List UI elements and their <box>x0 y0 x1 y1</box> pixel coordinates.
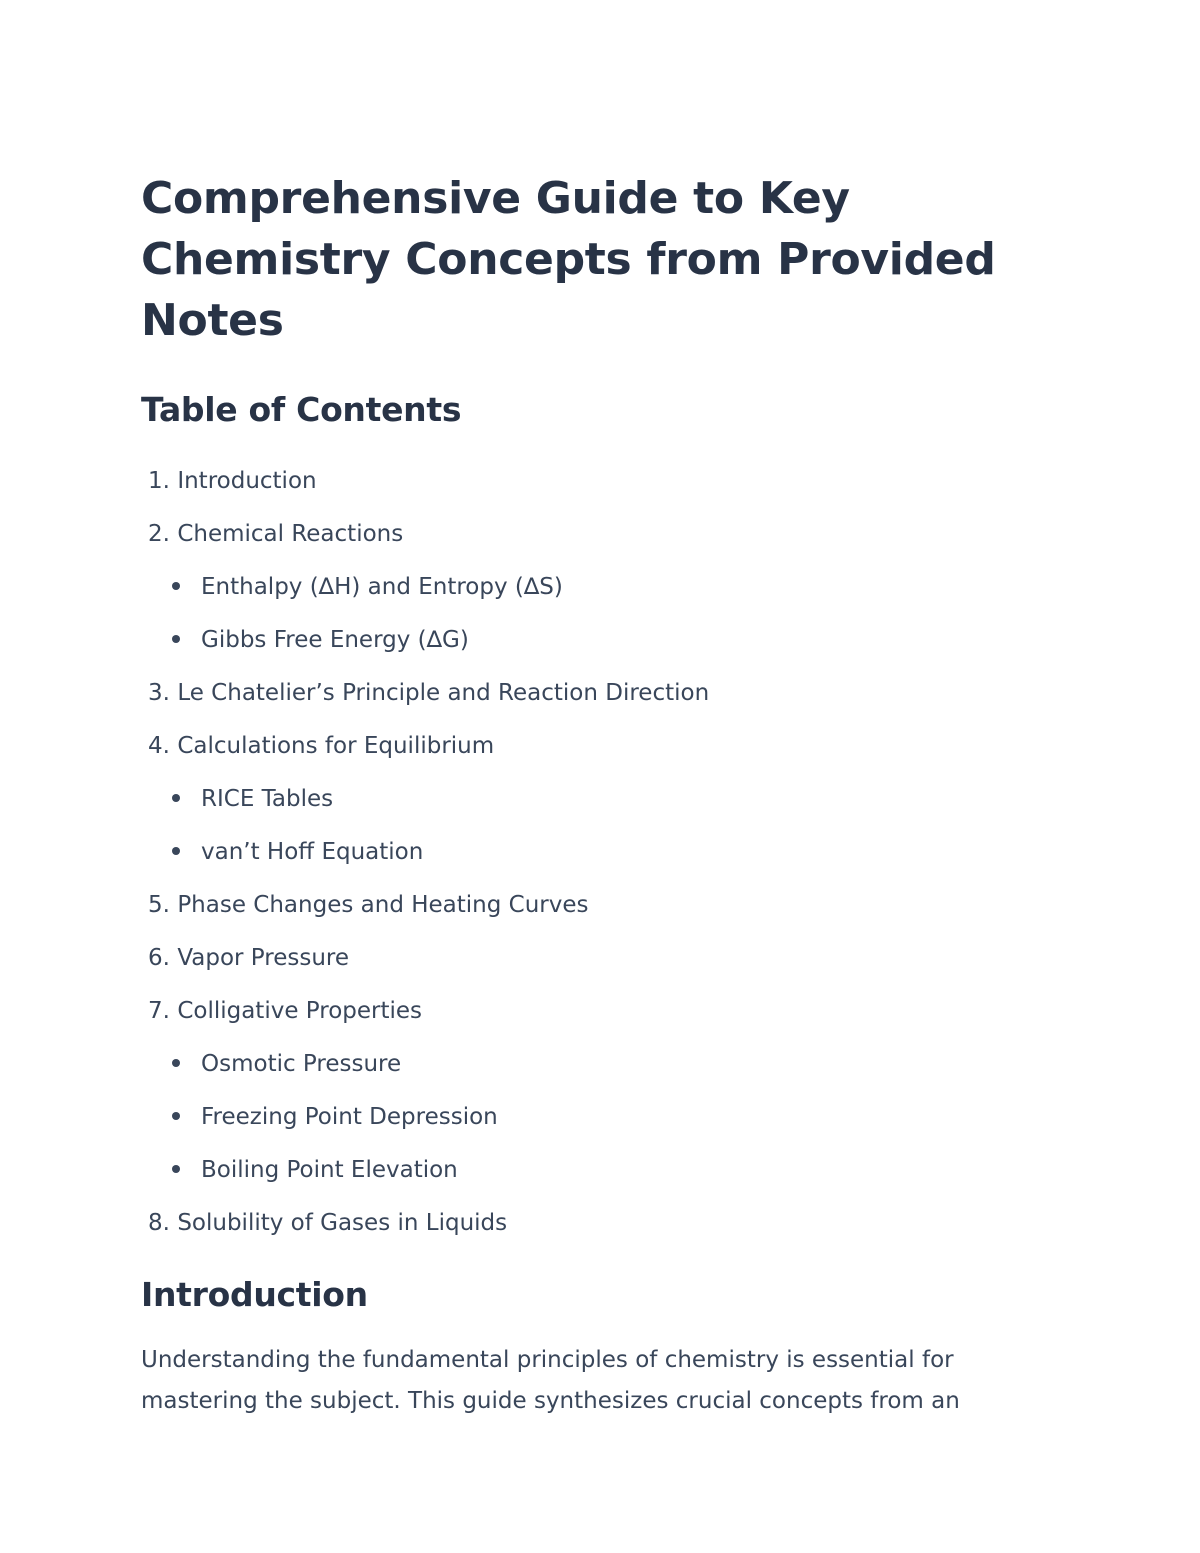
toc-subitem-osmotic-pressure <box>141 1038 1041 1091</box>
toc-item-label: Introduction <box>177 468 317 494</box>
toc-item-solubility-gases <box>141 1197 1041 1250</box>
toc-item-number: 2. <box>148 521 170 547</box>
toc-item-chemical-reactions <box>141 508 1041 561</box>
toc-item-label: Solubility of Gases in Liquids <box>177 1210 508 1236</box>
toc-item-label: Le Chatelier’s Principle and Reaction Direction <box>177 680 710 706</box>
toc-item-number: 8. <box>148 1210 170 1236</box>
toc-subitem-label: Boiling Point Elevation <box>201 1157 458 1183</box>
toc-item-label: Phase Changes and Heating Curves <box>177 892 589 918</box>
toc-subitem-label: Gibbs Free Energy (∆G) <box>201 627 469 653</box>
toc-subitem-label: Enthalpy (∆H) and Entropy (∆S) <box>201 574 563 600</box>
toc-subitem-boiling-point <box>141 1144 1041 1197</box>
introduction-paragraph: Understanding the fundamental principles of chemistry is essential for mastering the subject. This guide synthesizes crucial concepts from an <box>141 1347 960 1414</box>
toc-item-number: 1. <box>148 468 170 494</box>
toc-item-introduction <box>141 455 1041 508</box>
toc-subitem-vant-hoff <box>141 826 1041 879</box>
toc-subitem-label: Freezing Point Depression <box>201 1104 498 1130</box>
toc-item-number: 3. <box>148 680 170 706</box>
bullet-icon <box>172 635 180 643</box>
introduction-heading: Introduction <box>141 1275 368 1314</box>
toc-item-number: 7. <box>148 998 170 1024</box>
toc-heading: Table of Contents <box>141 390 462 429</box>
toc-item-phase-changes <box>141 879 1041 932</box>
toc-item-label: Vapor Pressure <box>177 945 350 971</box>
bullet-icon <box>172 847 180 855</box>
toc-item-label: Chemical Reactions <box>177 521 404 547</box>
toc-item-number: 4. <box>148 733 170 759</box>
table-of-contents <box>141 455 1041 1250</box>
toc-subitem-label: RICE Tables <box>201 786 334 812</box>
toc-item-label: Colligative Properties <box>177 998 423 1024</box>
toc-subitem-label: Osmotic Pressure <box>201 1051 402 1077</box>
document-title: Comprehensive Guide to Key Chemistry Concepts from Provided Notes <box>141 173 996 346</box>
document-page <box>141 168 1041 1422</box>
toc-subitem-gibbs-free-energy <box>141 614 1041 667</box>
toc-subitem-label: van’t Hoff Equation <box>201 839 424 865</box>
toc-item-equilibrium-calculations <box>141 720 1041 773</box>
toc-subitem-enthalpy-entropy <box>141 561 1041 614</box>
bullet-icon <box>172 1165 180 1173</box>
toc-subitem-rice-tables <box>141 773 1041 826</box>
bullet-icon <box>172 1112 180 1120</box>
toc-item-vapor-pressure <box>141 932 1041 985</box>
toc-item-le-chatelier <box>141 667 1041 720</box>
toc-item-number: 6. <box>148 945 170 971</box>
bullet-icon <box>172 1059 180 1067</box>
toc-item-number: 5. <box>148 892 170 918</box>
bullet-icon <box>172 582 180 590</box>
toc-item-label: Calculations for Equilibrium <box>177 733 495 759</box>
bullet-icon <box>172 794 180 802</box>
toc-item-colligative-properties <box>141 985 1041 1038</box>
toc-subitem-freezing-point <box>141 1091 1041 1144</box>
